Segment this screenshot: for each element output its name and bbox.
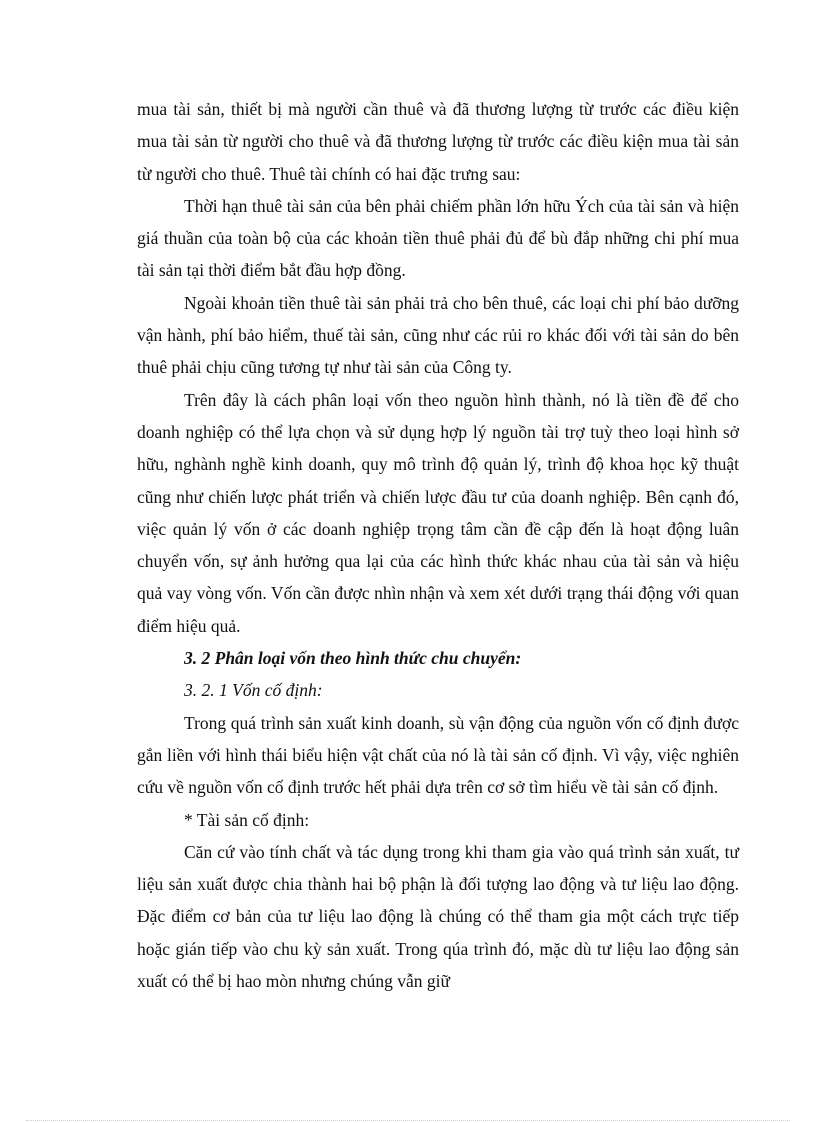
paragraph-capital-classification: Trên đây là cách phân loại vốn theo nguồn hình thành, nó là tiền đề để cho doanh nghiệp có thể lựa chọn và sử dụng hợp lý nguồn tài trợ tuỳ theo loại hình sở hữu, nghành nghề kinh doanh, quy mô trình độ quản lý, trình độ khoa học kỹ thuật cũng như chiến lược phát triển và chiến lược đầu tư của doanh nghiệp. Bên cạnh đó, việc quản lý vốn ở các doanh nghiệp trọng tâm cần đề cập đến là hoạt động luân chuyển vốn, sự ảnh hưởng qua lại của các hình thức khác nhau của tài sản và hiệu quả vay vòng vốn. Vốn cần được nhìn nhận và xem xét dưới trạng thái động với quan điểm hiệu quả. (137, 389, 739, 636)
paragraph-continuation: mua tài sản, thiết bị mà người cần thuê và đã thương lượng từ trước các điều kiện mua tài sản từ người cho thuê và đã thương lượng từ trước các điều kiện mua tài sản từ người cho thuê. Thuê tài chính có hai đặc trưng sau: (137, 99, 739, 184)
paragraph-means-of-labor: Căn cứ vào tính chất và tác dụng trong khi tham gia vào quá trình sản xuất, tư liệu sản xuất được chia thành hai bộ phận là đối tượng lao động và tư liệu lao động. Đặc điểm cơ bản của tư liệu lao động là chúng có thể tham gia một cách trực tiếp hoặc gián tiếp vào chu kỳ sản xuất. Trong qúa trình đó, mặc dù tư liệu lao động sản xuất có thể bị hao mòn nhưng chúng vẫn giữ (137, 841, 739, 992)
paragraph-fixed-capital: Trong quá trình sản xuất kinh doanh, sù vận động của nguồn vốn cố định được gắn liền với hình thái biểu hiện vật chất của nó là tài sản cố định. Vì vậy, việc nghiên cứu về nguồn vốn cố định trước hết phải dựa trên cơ sở tìm hiểu về tài sản cố định. (137, 712, 739, 798)
subsection-heading-3-2-1: 3. 2. 1 Vốn cố định: (184, 680, 323, 701)
section-heading-3-2: 3. 2 Phân loại vốn theo hình thức chu chuyển: (184, 648, 522, 669)
paragraph-lease-term: Thời hạn thuê tài sản của bên phải chiếm phần lớn hữu Ých của tài sản và hiện giá thuần của toàn bộ của các khoản tiền thuê phải đủ để bù đắp những chi phí mua tài sản tại thời điểm bắt đầu hợp đồng. (137, 195, 739, 281)
paragraph-lease-costs: Ngoài khoản tiền thuê tài sản phải trả cho bên thuê, các loại chi phí bảo dưỡng vận hành, phí bảo hiểm, thuế tài sản, cũng như các rủi ro khác đối với tài sản do bên thuê phải chịu cũng tương tự như tài sản của Công ty. (137, 292, 739, 378)
bullet-fixed-assets: * Tài sản cố định: (184, 809, 310, 830)
document-page (137, 93, 739, 997)
page-bottom-dotted-rule (26, 1120, 790, 1121)
